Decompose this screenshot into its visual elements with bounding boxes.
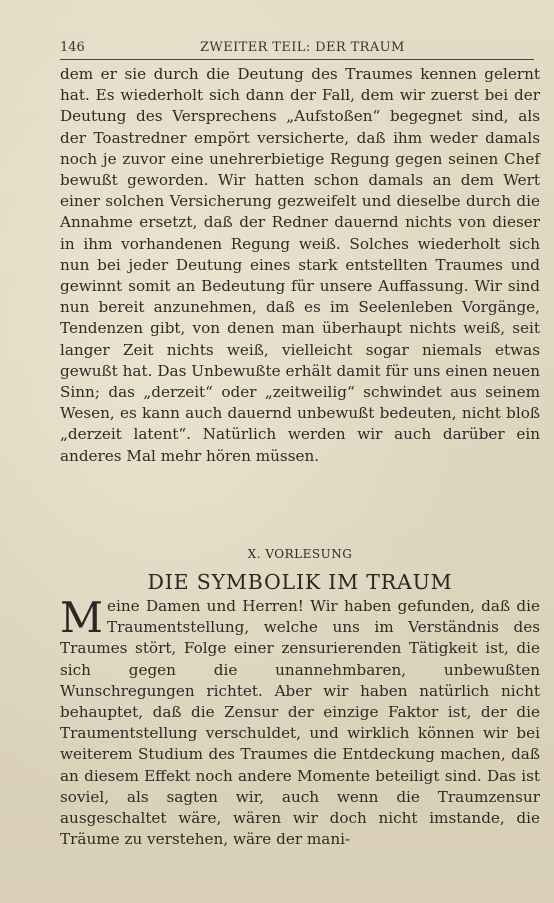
opening-text: eine Damen und Herren! Wir haben gefunden, daß die Traumentstellung, welche uns im Verständnis des Traumes stört, Folge einer zensurierenden Tätigkeit ist, die sich gegen die unannehmbaren, unbewußten Wunschregungen richtet. Aber wir haben natürlich nicht behauptet, daß die Zensur der einzige Faktor ist, der die Traumentstellung verschuldet, und wirklich können wir bei weiterem Studium des Traumes die Entdeckung machen, daß an diesem Effekt noch andere Momente beteiligt sind. Das ist soviel, als sagten wir, auch wenn die Traumzensur ausgeschaltet wäre, wären wir doch nicht imstande, die Träume zu verstehen, wäre der mani-	[60, 597, 540, 849]
chapter-title: DIE SYMBOLIK IM TRAUM	[147, 570, 453, 594]
lecture-number: X. VORLESUNG	[247, 547, 353, 561]
page-header	[60, 40, 534, 56]
paragraph-opening	[60, 593, 540, 850]
header-rule	[60, 59, 534, 60]
page-number: 146	[60, 40, 85, 55]
running-title: ZWEITER TEIL: DER TRAUM	[200, 40, 405, 55]
drop-cap: M	[60, 593, 104, 642]
paragraph-continued: dem er sie durch die Deutung des Traumes kennen gelernt hat. Es wiederholt sich dann der Fall, dem wir zuerst bei der Deutung des Versprechens „Aufstoßen“ begegnet sind, als der Toastredner empört versicherte, daß ihm weder damals noch je zuvor eine unehrerbietige Regung gegen seinen Chef bewußt geworden. Wir hatten schon damals an dem Wert einer solchen Versicherung gezweifelt und dieselbe durch die Annahme ersetzt, daß der Redner dauernd nichts von dieser in ihm vorhandenen Regung weiß. Solches wiederholt sich nun bei jeder Deutung eines stark entstellten Traumes und gewinnt somit an Bedeutung für unsere Auffassung. Wir sind nun bereit anzunehmen, daß es im Seelenleben Vorgänge, Tendenzen gibt, von denen man überhaupt nichts weiß, seit langer Zeit nichts weiß, vielleicht sogar niemals etwas gewußt hat. Das Unbewußte erhält damit für uns einen neuen Sinn; das „derzeit“ oder „zeitweilig“ schwindet aus seinem Wesen, es kann auch dauernd unbewußt bedeuten, nicht bloß „derzeit latent“. Natürlich werden wir auch darüber ein anderes Mal mehr hören müssen.	[60, 65, 540, 465]
